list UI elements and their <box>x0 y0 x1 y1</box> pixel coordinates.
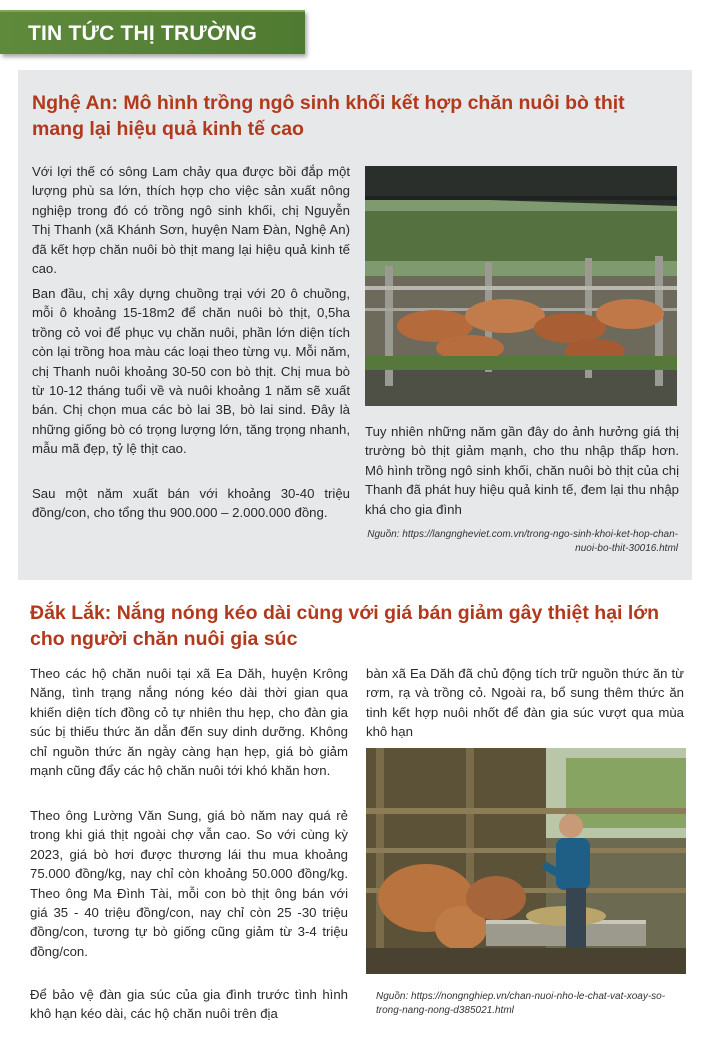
article-1-source: Nguồn: https://langngheviet.com.vn/trong-ngo-sinh-khoi-ket-hop-chan-nuoi-bo-thit-30016.html <box>367 529 678 554</box>
article-1-paragraph-4: Tuy nhiên những năm gần đây do ảnh hưởng giá thị trường bò thịt giảm mạnh, cho thu nhập thấp hơn. Mô hình trồng ngô sinh khối, chăn nuôi bò thịt của chị Thanh đã phát huy hiệu quả kinh tế, đem lại thu nhập khá cho gia đình <box>365 424 679 517</box>
article-1-title: Nghệ An: Mô hình trồng ngô sinh khối kết hợp chăn nuôi bò thịt mang lại hiệu quả kinh tế cao <box>32 92 625 140</box>
article-2-paragraph-3: Để bảo vệ đàn gia súc của gia đình trước tình hình khô hạn kéo dài, các hộ chăn nuôi trên địa <box>30 987 348 1022</box>
article-2-source: Nguồn: https://nongnghiep.vn/chan-nuoi-nho-le-chat-vat-xoay-so-trong-nang-nong-d385021.html <box>376 991 666 1016</box>
article-2-paragraph-1: Theo các hộ chăn nuôi tại xã Ea Dăh, huyện Krông Năng, tình trạng nắng nóng kéo dài thời gian qua khiến diện tích đồng cỏ tự nhiên thu hẹp, cho đàn gia súc bị thiếu thức ăn dẫn đến suy dinh dưỡng. Không chỉ nguồn thức ăn ngày càng hạn hẹp, giá bò giảm mạnh cũng đẩy các hộ chăn nuôi tới khó khăn hơn. <box>30 666 348 779</box>
article-1-paragraph-2: Ban đầu, chị xây dựng chuồng trại với 20 ô chuồng, mỗi ô khoảng 15-18m2 để chăn nuôi bò thịt, 0,5ha trồng cỏ voi để phục vụ chăn nuôi, phần lớn diện tích còn lại trồng hoa màu các loại theo từng vụ. Mỗi năm, chị Thanh nuôi khoảng 30-50 con bò thịt. Chị mua bò từ 10-12 tháng tuổi về và nuôi khoảng 1 năm sẽ xuất bán. Chị chọn mua các bò lai 3B, bò lai sind. Đây là những giống bò có trọng lượng lớn, tăng trọng nhanh, mẫu mã đẹp, tỷ lệ thịt cao. <box>32 286 350 457</box>
section-banner <box>0 10 305 54</box>
farmer-feeding-cattle-photo <box>366 748 686 974</box>
article-2-title: Đắk Lắk: Nắng nóng kéo dài cùng với giá bán giảm gây thiệt hại lớn cho người chăn nuôi gia súc <box>30 602 660 650</box>
article-1-panel <box>18 70 692 580</box>
cattle-barn-photo <box>365 166 677 406</box>
article-2-paragraph-4: bàn xã Ea Dăh đã chủ động tích trữ nguồn thức ăn từ rơm, rạ và trồng cỏ. Ngoài ra, bổ sung thêm thức ăn tinh kết hợp nuôi nhốt để đàn gia súc vượt qua mùa khô hạn <box>366 666 684 740</box>
article-1-paragraph-1: Với lợi thế có sông Lam chảy qua được bồi đắp một lượng phù sa lớn, thích hợp cho việc sản xuất nông nghiệp trong đó có trồng ngô sinh khối, chị Nguyễn Thị Thanh (xã Khánh Sơn, huyện Nam Đàn, Nghệ An) đã kết hợp chăn nuôi bò thịt mang lại hiệu quả kinh tế cao. <box>32 164 350 277</box>
article-1-paragraph-3: Sau một năm xuất bán với khoảng 30-40 triệu đồng/con, cho tổng thu 900.000 – 2.000.000 đồng. <box>32 486 350 521</box>
article-2-paragraph-2: Theo ông Lường Văn Sung, giá bò năm nay quá rẻ trong khi giá thịt ngoài chợ vẫn cao. So với cùng kỳ 2023, giá bò hơi được thương lái thu mua khoảng 75.000 đồng/kg, nay chỉ còn khoảng 50.000 đồng/kg. Theo ông Ma Đình Tài, mỗi con bò thịt ông bán với giá 35 - 40 triệu đồng/con, nay chỉ còn 25 -30 triệu đồng/con, tương tự bò giống cũng giảm từ 3-4 triệu đồng/con. <box>30 808 348 959</box>
banner-title: TIN TỨC THỊ TRƯỜNG <box>28 22 258 45</box>
